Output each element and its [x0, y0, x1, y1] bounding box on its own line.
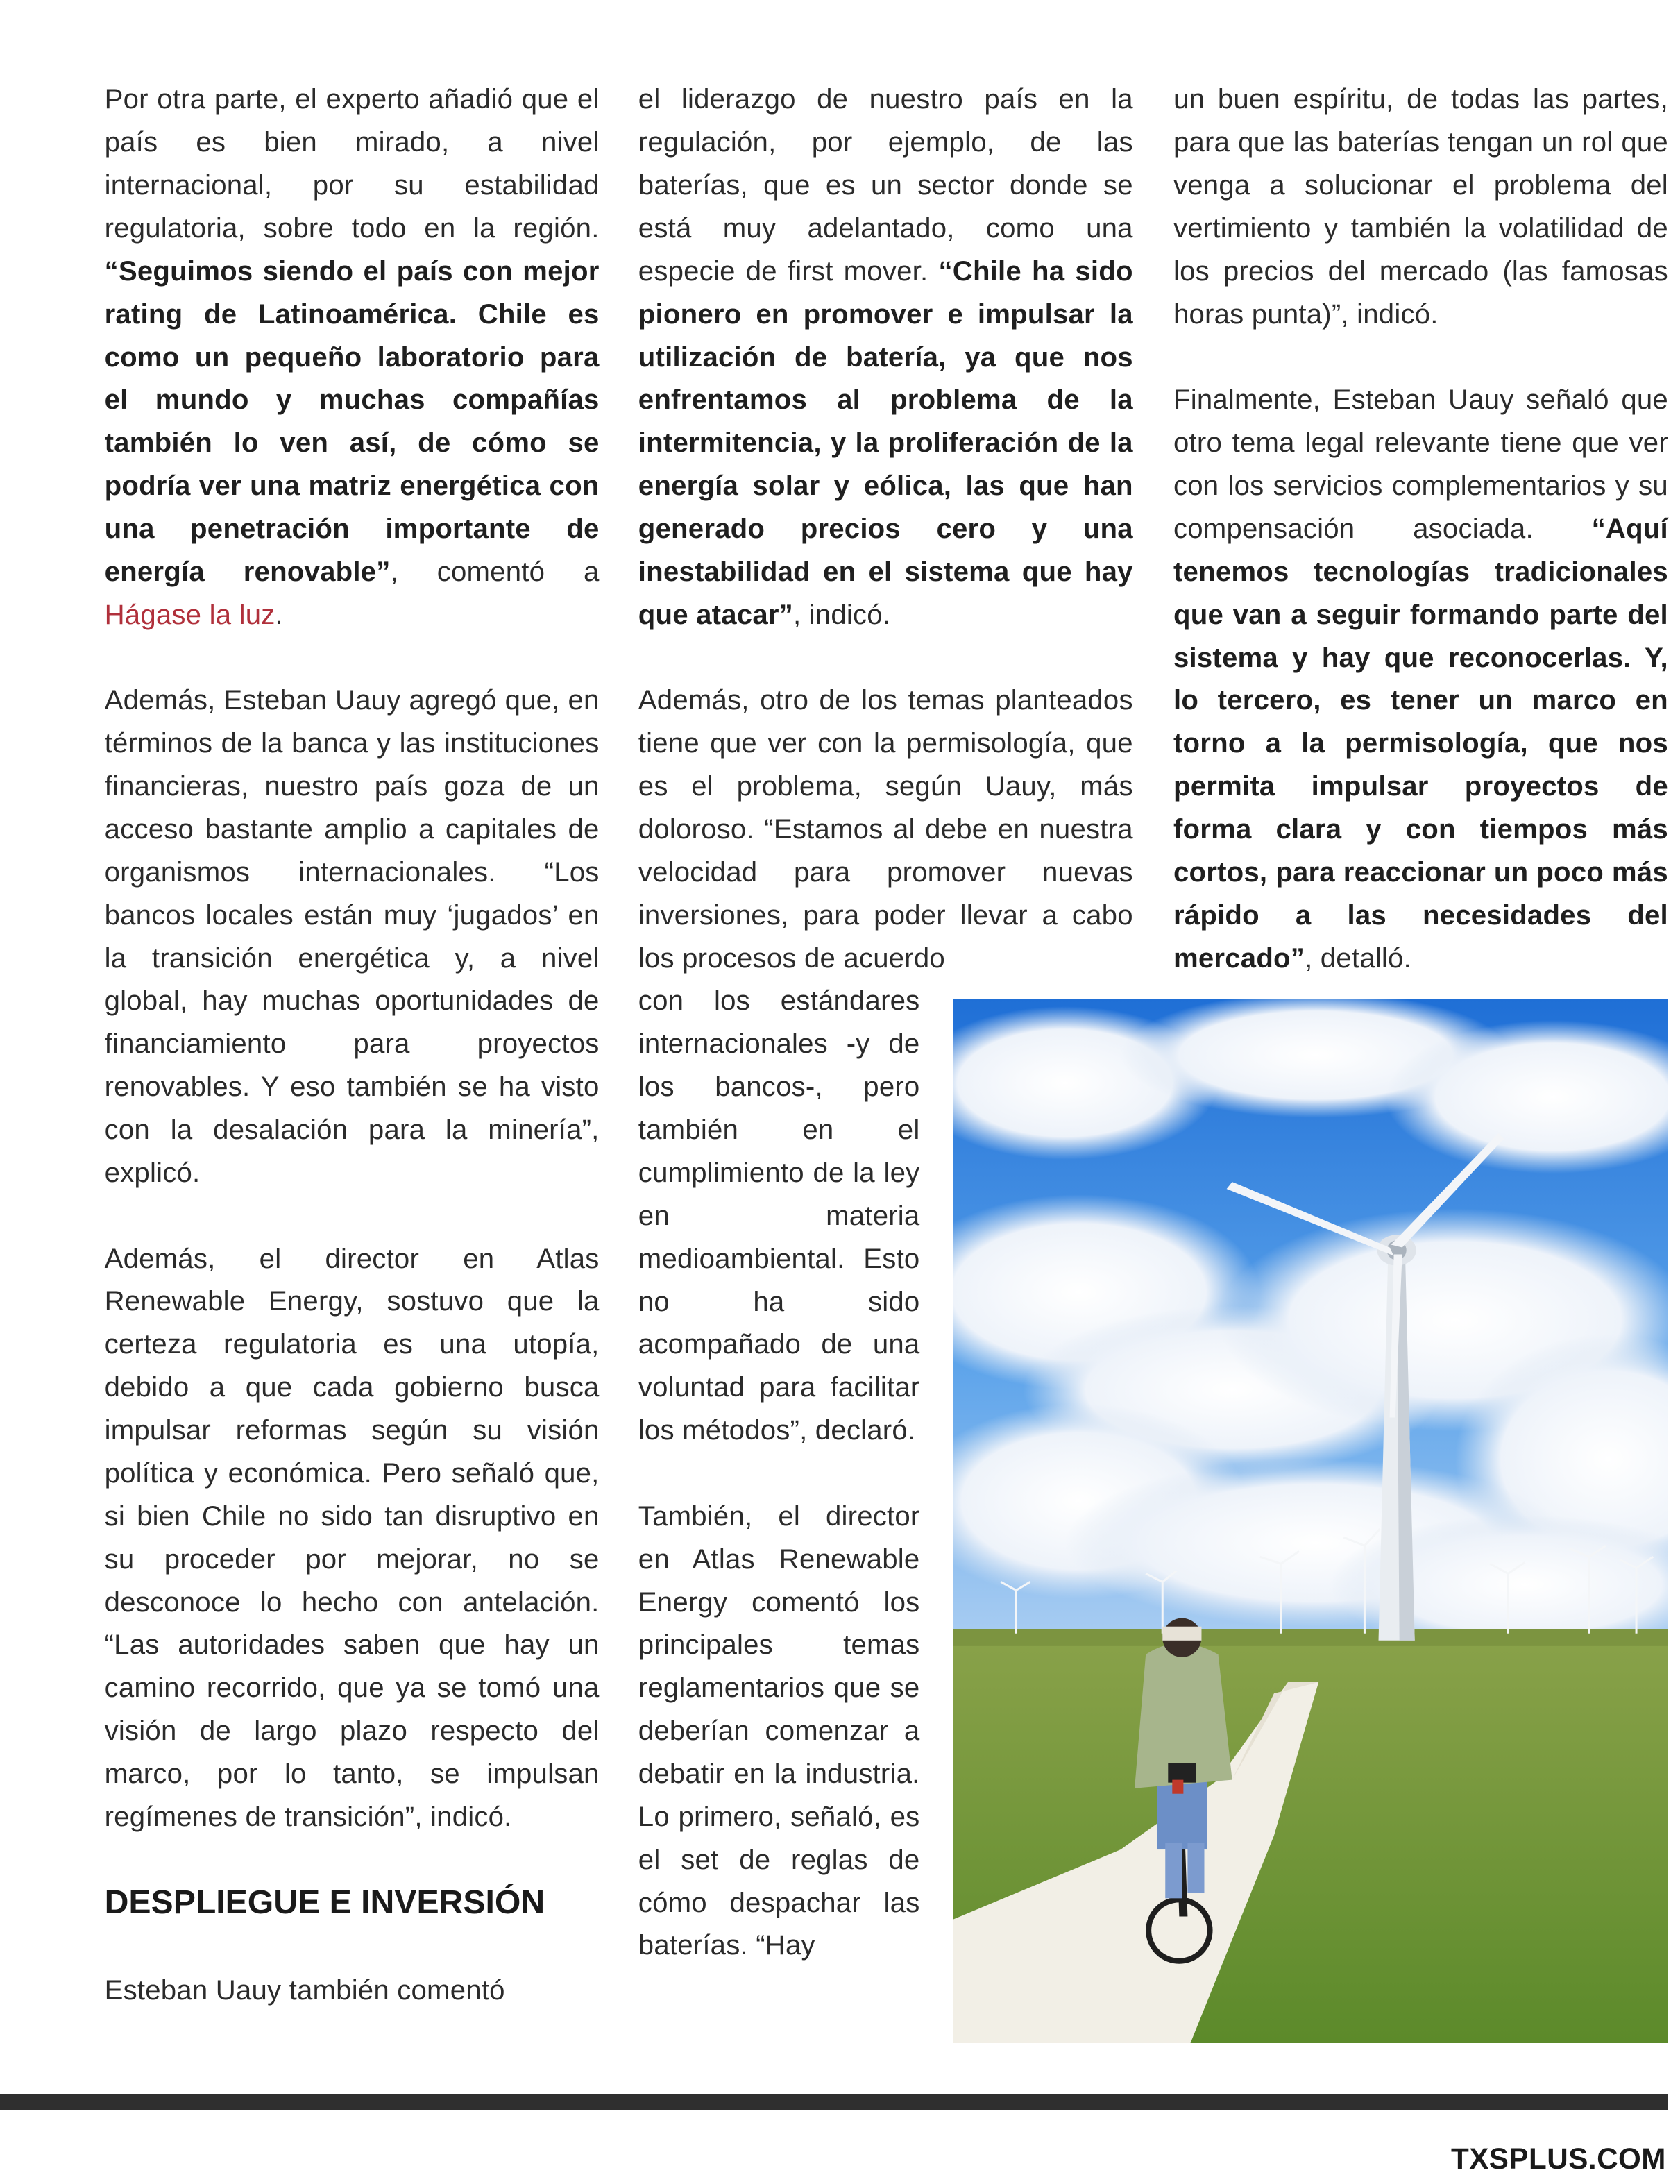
footer-bar — [0, 2094, 1668, 2110]
paragraph-text: , detalló. — [1305, 942, 1411, 974]
paragraph-text: . — [275, 598, 283, 630]
quote-bold: “Aquí tenemos tecnologías tradicionales que van a seguir formando parte del sistema y hay que reconocerlas. Y, lo tercero, es tener un marco en torno a la permisología, que nos permita impulsar proyectos de forma clara y con tiempos más cortos, para reaccionar un poco más rápido a las necesidades del mercado” — [1173, 513, 1668, 974]
paragraph-text: con los estándares internacionales -y de los bancos-, pero también en el cumplimiento de la ley en materia medioambiental. Esto no ha sido acompañado de una voluntad para facilitar los métodos”, declaró. — [638, 985, 920, 1446]
paragraph-text: Por otra parte, el experto añadió que el país es bien mirado, a nivel internacional, por su estabilidad regulatoria, sobre todo en la región. — [104, 83, 600, 244]
paragraph: Además, Esteban Uauy agregó que, en términos de la banca y las instituciones financieras, nuestro país goza de un acceso bastante amplio a capitales de organismos internacionales. “Los bancos locales están muy ‘jugados’ en la transición energética y, a nivel global, hay muchas oportunidades de financiamiento para proyectos renovables. Y eso también se ha visto con la desalación para la minería”, explicó. — [104, 684, 600, 1188]
article-column-3 — [1173, 78, 1668, 979]
paragraph: un buen espíritu, de todas las partes, para que las baterías tengan un rol que venga a solucionar el problema del vertimiento y también la volatilidad de los precios del mercado (las famosas horas punta)”, indicó. — [1173, 83, 1668, 330]
section-heading: DESPLIEGUE E INVERSIÓN — [104, 1883, 545, 1921]
wind-turbine-photo — [953, 999, 1668, 2043]
paragraph-text: Finalmente, Esteban Uauy señaló que otro tema legal relevante tiene que ver con los servicios complementarios y su compensación asociada. — [1173, 384, 1668, 545]
paragraph-text: Además, otro de los temas planteados tiene que ver con la permisología, que es el problema, según Uauy, más doloroso. “Estamos al debe en nuestra velocidad para promover nuevas inversiones, para poder llevar a cabo los procesos de acuerdo — [638, 684, 1133, 974]
paragraph-text: , indicó. — [792, 598, 891, 630]
paragraph-text: , comentó a — [390, 555, 600, 587]
quote-bold: “Chile ha sido pionero en promover e impulsar la utilización de batería, ya que nos enfrentamos al problema de la intermitencia, y la proliferación de la energía solar y eólica, las que han generado precios cero y una inestabilidad en el sistema que hay que atacar” — [638, 255, 1133, 630]
paragraph: Esteban Uauy también comentó — [104, 1974, 505, 2006]
source-link[interactable]: Hágase la luz — [104, 598, 275, 630]
quote-bold: “Seguimos siendo el país con mejor rating de Latinoamérica. Chile es como un pequeño laboratorio para el mundo y muchas compañías también lo ven así, de cómo se podría ver una matriz energética con una penetración importante de energía renovable” — [104, 255, 600, 587]
wind-turbine-illustration — [953, 999, 1668, 2043]
article-column-1 — [105, 78, 600, 2011]
paragraph — [1173, 378, 1668, 979]
paragraph — [638, 78, 1133, 636]
site-url[interactable]: TXSPLUS.COM — [1450, 2142, 1666, 2175]
paragraph — [105, 78, 600, 636]
paragraph: También, el director en Atlas Renewable Energy comentó los principales temas reglamentarios que se deberían comenzar a debatir en la industria. Lo primero, señaló, es el set de reglas de cómo despachar las baterías. “Hay — [638, 1500, 920, 1961]
paragraph-text: el liderazgo de nuestro país en la regulación, por ejemplo, de las baterías, que es un sector donde se está muy adelantado, como una especie de first mover. — [638, 83, 1133, 287]
paragraph: Además, el director en Atlas Renewable Energy, sostuvo que la certeza regulatoria es una utopía, debido a que cada gobierno busca impulsar reformas según su visión política y económica. Pero señaló que, si bien Chile no sido tan disruptivo en su proceder por mejorar, no se desconoce lo hecho con antelación. “Las autoridades saben que hay un camino recorrido, que ya se tomó una visión de largo plazo respecto del marco, por lo tanto, se impulsan regímenes de transición”, indicó. — [104, 1242, 600, 1832]
